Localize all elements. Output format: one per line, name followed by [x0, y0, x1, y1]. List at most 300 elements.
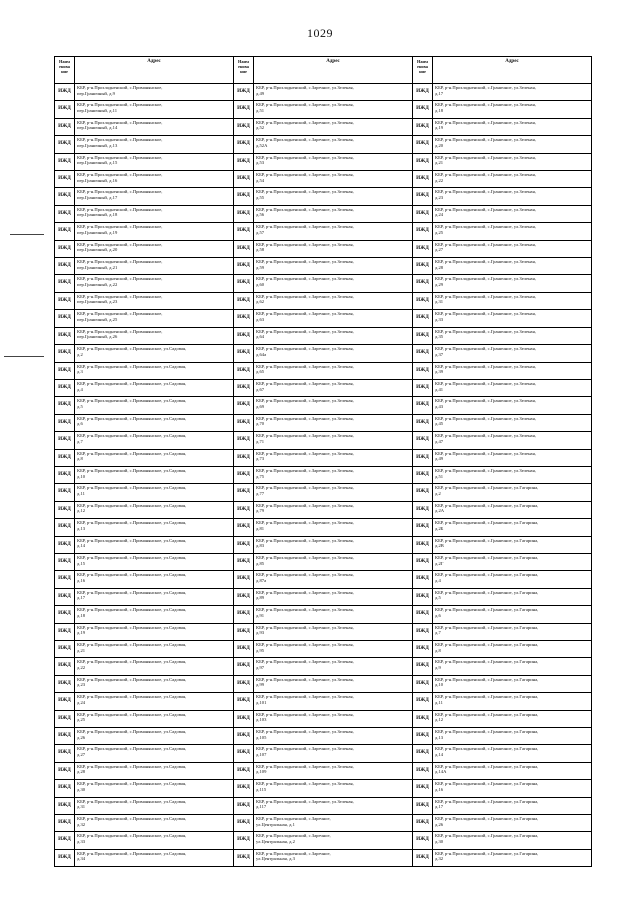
address-line-2: д.33 [435, 316, 444, 322]
table-row [234, 363, 412, 380]
address-line-2: д.20 [435, 142, 444, 148]
table-row [55, 850, 233, 866]
cell-address [254, 119, 412, 135]
table-row [55, 606, 233, 623]
cell-type: ИЖД [55, 519, 75, 535]
address-line-2: д.5 [77, 403, 83, 409]
table-row [55, 101, 233, 118]
cell-type: ИЖД [234, 658, 254, 674]
table-row [413, 745, 591, 762]
cell-type: ИЖД [234, 589, 254, 605]
cell-type: ИЖД [234, 345, 254, 361]
cell-address [75, 519, 233, 535]
table-row [413, 119, 591, 136]
table-row [234, 206, 412, 223]
table-row [413, 363, 591, 380]
cell-type: ИЖД [413, 589, 433, 605]
header-type: Наим енова ние [413, 57, 433, 83]
table-row [234, 571, 412, 588]
cell-type: ИЖД [234, 380, 254, 396]
address-line-1: КБР, р-н.Прохладненский, с.Приманянское, ул.Садовая, [77, 572, 187, 578]
address-line-1: КБР, р-н.Прохладненский, с.Заречное, ул.Зеленая, [256, 450, 354, 456]
address-line-2: д.45 [435, 421, 444, 427]
address-line-2: д.17 [435, 804, 444, 810]
address-line-1: КБР, р-н.Прохладненский, с.Приманянское, [77, 172, 163, 178]
address-line-2: пер.Граничный, д.22 [77, 282, 118, 288]
address-line-1: КБР, р-н.Прохладненский, с.Приманянское, ул.Садовая, [77, 798, 187, 804]
cell-type: ИЖД [234, 554, 254, 570]
cell-address [254, 641, 412, 657]
address-line-2: д.75 [256, 473, 265, 479]
address-line-2: д.107 [256, 752, 267, 758]
address-line-1: КБР, р-н.Прохладненский, с.Заречное, [256, 833, 331, 839]
cell-type: ИЖД [234, 728, 254, 744]
cell-address [75, 711, 233, 727]
table-row [234, 589, 412, 606]
address-line-2: д.93 [256, 630, 265, 636]
cell-type: ИЖД [234, 571, 254, 587]
address-line-1: КБР, р-н.Прохладненский, с.Заречное, ул.Зеленая, [256, 624, 354, 630]
address-line-1: КБР, р-н.Прохладненский, с.Приманянское, ул.Садовая, [77, 398, 187, 404]
cell-type: ИЖД [234, 502, 254, 518]
address-line-2: д.109 [256, 769, 267, 775]
address-line-2: д.24 [77, 699, 86, 705]
cell-address [433, 780, 591, 796]
address-line-1: КБР, р-н.Прохладненский, с.Заречное, ул.Зеленая, [256, 763, 354, 769]
table-row [234, 345, 412, 362]
address-line-2: д.18 [435, 108, 444, 113]
address-line-2: д.28 [77, 769, 86, 775]
address-line-1: КБР, р-н.Прохладненский, с.Заречное, ул.Зеленая, [256, 694, 354, 700]
address-line-2: д.6 [435, 612, 441, 618]
cell-type: ИЖД [234, 798, 254, 814]
address-line-2: д.67 [256, 386, 265, 392]
address-line-2: д.89 [256, 595, 265, 601]
address-line-2: д.3 [77, 369, 83, 375]
margin-mark [4, 356, 44, 357]
address-line-2: д.83 [256, 543, 265, 549]
address-line-1: КБР, р-н.Прохладненский, с.Заречное, ул.Зеленая, [256, 85, 354, 90]
table-row [55, 119, 233, 136]
address-line-2: пер.Граничный, д.16 [77, 177, 118, 183]
table-rows [413, 84, 591, 866]
address-line-1: КБР, р-н.Прохладненский, с.Заречное, ул.Зеленая, [256, 154, 354, 160]
table-row [413, 223, 591, 240]
cell-type: ИЖД [413, 624, 433, 640]
table-row [413, 850, 591, 866]
table-row [55, 711, 233, 728]
address-line-2: д.4 [435, 577, 441, 583]
cell-type: ИЖД [234, 415, 254, 431]
table-row [234, 415, 412, 432]
address-line-1: КБР, р-н.Прохладненский, с.Приманянское, [77, 311, 163, 317]
cell-type: ИЖД [234, 832, 254, 848]
table-row [413, 554, 591, 571]
cell-type: ИЖД [413, 101, 433, 117]
cell-address [433, 415, 591, 431]
cell-address [75, 676, 233, 692]
cell-type: ИЖД [413, 119, 433, 135]
address-line-2: д.15 [77, 560, 86, 566]
table-row [234, 450, 412, 467]
address-line-2: д.6 [77, 421, 83, 427]
cell-type: ИЖД [413, 571, 433, 587]
address-line-2: д.43 [435, 403, 444, 409]
address-line-1: КБР, р-н.Прохладненский, с.Приманянское, [77, 293, 163, 299]
cell-address [433, 119, 591, 135]
cell-type: ИЖД [234, 241, 254, 257]
address-line-2: д.77 [256, 490, 265, 496]
cell-type: ИЖД [413, 467, 433, 483]
cell-type: ИЖД [55, 328, 75, 344]
table-row [234, 763, 412, 780]
cell-type: ИЖД [413, 606, 433, 622]
cell-type: ИЖД [55, 171, 75, 187]
address-line-2: д.18 [77, 612, 86, 618]
cell-type: ИЖД [234, 850, 254, 866]
cell-address [75, 641, 233, 657]
cell-type: ИЖД [413, 206, 433, 222]
address-line-2: д.11 [435, 699, 443, 705]
cell-address [254, 711, 412, 727]
cell-address [254, 84, 412, 100]
cell-type: ИЖД [234, 136, 254, 152]
address-line-1: КБР, р-н.Прохладненский, с.Граничное, ул.Зеленая, [435, 172, 536, 178]
cell-address [75, 537, 233, 553]
cell-address [75, 154, 233, 170]
table-row [413, 711, 591, 728]
cell-address [433, 467, 591, 483]
table-row [234, 223, 412, 240]
address-line-1: КБР, р-н.Прохладненский, с.Граничное, ул.Гагарина, [435, 676, 539, 682]
cell-type: ИЖД [234, 258, 254, 274]
address-line-2: пер.Граничный, д.19 [77, 229, 118, 235]
table-row [55, 815, 233, 832]
cell-type: ИЖД [413, 188, 433, 204]
address-line-1: КБР, р-н.Прохладненский, с.Граничное, ул.Зеленая, [435, 137, 536, 143]
address-line-1: КБР, р-н.Прохладненский, с.Граничное, ул.Гагарина, [435, 607, 539, 613]
cell-address [433, 345, 591, 361]
table-row [413, 484, 591, 501]
address-line-1: КБР, р-н.Прохладненский, с.Граничное, ул.Гагарина, [435, 589, 539, 595]
address-line-2: д.51 [256, 108, 265, 113]
table-row [234, 171, 412, 188]
cell-type: ИЖД [413, 450, 433, 466]
cell-type: ИЖД [234, 467, 254, 483]
table-row [413, 171, 591, 188]
cell-address [433, 328, 591, 344]
address-line-2: д.25 [435, 229, 444, 235]
address-line-2: пер.Граничный, д.23 [77, 299, 118, 305]
address-line-1: КБР, р-н.Прохладненский, с.Граничное, ул.Гагарина, [435, 624, 539, 630]
cell-type: ИЖД [234, 537, 254, 553]
cell-type: ИЖД [55, 676, 75, 692]
address-line-1: КБР, р-н.Прохладненский, с.Граничное, ул.Гагарина, [435, 572, 539, 578]
cell-address [75, 763, 233, 779]
cell-address [433, 763, 591, 779]
cell-address [433, 537, 591, 553]
cell-address [254, 310, 412, 326]
address-line-1: КБР, р-н.Прохладненский, с.Заречное, ул.Зеленая, [256, 224, 354, 230]
address-line-1: КБР, р-н.Прохладненский, с.Приманянское, ул.Садовая, [77, 850, 187, 856]
cell-type: ИЖД [413, 641, 433, 657]
cell-address [254, 554, 412, 570]
cell-address [254, 171, 412, 187]
table-row [413, 450, 591, 467]
address-line-1: КБР, р-н.Прохладненский, с.Приманянское, ул.Садовая, [77, 711, 187, 717]
address-line-2: д.59 [256, 264, 265, 270]
address-line-2: ул.Центральная, д.2 [256, 839, 295, 845]
cell-type: ИЖД [55, 832, 75, 848]
table-row [413, 432, 591, 449]
cell-type: ИЖД [55, 310, 75, 326]
cell-type: ИЖД [55, 745, 75, 761]
address-line-1: КБР, р-н.Прохладненский, с.Заречное, ул.Зеленая, [256, 676, 354, 682]
address-table [54, 56, 592, 867]
address-line-1: КБР, р-н.Прохладненский, с.Приманянское, ул.Садовая, [77, 537, 187, 543]
address-line-1: КБР, р-н.Прохладненский, с.Заречное, ул.Зеленая, [256, 259, 354, 265]
cell-type: ИЖД [413, 484, 433, 500]
address-line-1: КБР, р-н.Прохладненский, с.Заречное, ул.Зеленая, [256, 607, 354, 613]
address-line-2: д.54 [256, 177, 265, 183]
table-row [55, 728, 233, 745]
address-line-1: КБР, р-н.Прохладненский, с.Приманянское, [77, 102, 163, 108]
table-row [413, 84, 591, 101]
table-row [55, 745, 233, 762]
address-line-2: д.71 [256, 438, 265, 444]
cell-address [433, 450, 591, 466]
address-line-1: КБР, р-н.Прохладненский, с.Граничное, ул.Зеленая, [435, 398, 536, 404]
address-line-1: КБР, р-н.Прохладненский, с.Приманянское, ул.Садовая, [77, 467, 187, 473]
table-row [413, 658, 591, 675]
table-row [234, 188, 412, 205]
cell-address [433, 606, 591, 622]
cell-address [254, 136, 412, 152]
address-line-2: д.27 [77, 752, 86, 758]
address-line-1: КБР, р-н.Прохладненский, с.Приманянское, [77, 85, 163, 90]
cell-type: ИЖД [55, 119, 75, 135]
address-line-2: д.13 [77, 525, 86, 531]
cell-type: ИЖД [234, 101, 254, 117]
table-row [413, 101, 591, 118]
cell-type: ИЖД [55, 84, 75, 100]
table-row [55, 241, 233, 258]
address-line-2: ул.Центральная, д.1 [256, 821, 295, 827]
address-line-1: КБР, р-н.Прохладненский, с.Заречное, ул.Зеленая, [256, 189, 354, 195]
cell-type: ИЖД [234, 328, 254, 344]
cell-type: ИЖД [234, 223, 254, 239]
cell-type: ИЖД [55, 815, 75, 831]
address-line-1: КБР, р-н.Прохладненский, с.Приманянское, ул.Садовая, [77, 520, 187, 526]
cell-address [254, 763, 412, 779]
header-type: Наим енова ние [234, 57, 254, 83]
address-line-2: д.2Б [435, 525, 444, 531]
cell-address [433, 571, 591, 587]
address-line-1: КБР, р-н.Прохладненский, с.Приманянское, [77, 154, 163, 160]
cell-address [254, 345, 412, 361]
address-line-2: д.4 [77, 386, 83, 392]
cell-address [254, 589, 412, 605]
address-line-1: КБР, р-н.Прохладненский, с.Приманянское, ул.Садовая, [77, 833, 187, 839]
cell-type: ИЖД [55, 850, 75, 866]
table-row [55, 780, 233, 797]
cell-address [75, 798, 233, 814]
address-line-1: КБР, р-н.Прохладненский, с.Заречное, ул.Зеленая, [256, 380, 354, 386]
address-line-2: пер.Граничный, д.26 [77, 334, 118, 340]
table-row [55, 537, 233, 554]
cell-type: ИЖД [55, 624, 75, 640]
table-row [234, 328, 412, 345]
address-line-1: КБР, р-н.Прохладненский, с.Граничное, ул.Зеленая, [435, 328, 536, 334]
address-line-1: КБР, р-н.Прохладненский, с.Граничное, ул.Гагарина, [435, 763, 539, 769]
table-row [413, 502, 591, 519]
table-row [55, 502, 233, 519]
address-line-1: КБР, р-н.Прохладненский, с.Граничное, ул.Гагарина, [435, 833, 539, 839]
cell-type: ИЖД [413, 815, 433, 831]
address-line-1: КБР, р-н.Прохладненский, с.Заречное, ул.Зеленая, [256, 572, 354, 578]
address-line-1: КБР, р-н.Прохладненский, с.Граничное, ул.Гагарина, [435, 798, 539, 804]
table-row [413, 415, 591, 432]
cell-type: ИЖД [234, 693, 254, 709]
address-line-1: КБР, р-н.Прохладненский, с.Граничное, ул.Зеленая, [435, 102, 536, 108]
cell-address [254, 658, 412, 674]
address-line-2: д.32 [435, 856, 444, 862]
address-line-2: д.22 [77, 665, 86, 670]
table-row [55, 275, 233, 292]
cell-address [433, 745, 591, 761]
address-line-2: д.97 [256, 665, 265, 670]
cell-address [433, 711, 591, 727]
cell-type: ИЖД [55, 763, 75, 779]
address-line-1: КБР, р-н.Прохладненский, с.Заречное, ул.Зеленая, [256, 746, 354, 752]
address-line-1: КБР, р-н.Прохладненский, с.Заречное, ул.Зеленая, [256, 276, 354, 282]
table-row [234, 780, 412, 797]
address-line-1: КБР, р-н.Прохладненский, с.Приманянское, [77, 206, 163, 212]
cell-address [254, 537, 412, 553]
address-line-1: КБР, р-н.Прохладненский, с.Приманянское, ул.Садовая, [77, 624, 187, 630]
cell-address [75, 328, 233, 344]
table-row [413, 780, 591, 797]
cell-address [254, 815, 412, 831]
cell-type: ИЖД [55, 693, 75, 709]
address-line-1: КБР, р-н.Прохладненский, с.Приманянское, ул.Садовая, [77, 763, 187, 769]
address-line-1: КБР, р-н.Прохладненский, с.Граничное, ул.Зеленая, [435, 433, 536, 439]
address-line-2: д.16 [435, 786, 444, 792]
address-line-1: КБР, р-н.Прохладненский, с.Граничное, ул.Гагарина, [435, 816, 539, 822]
table-row [234, 641, 412, 658]
address-line-1: КБР, р-н.Прохладненский, с.Граничное, ул.Гагарина, [435, 554, 539, 560]
address-line-2: д.73 [256, 456, 265, 462]
table-row [55, 188, 233, 205]
cell-address [75, 589, 233, 605]
cell-type: ИЖД [234, 676, 254, 692]
address-line-1: КБР, р-н.Прохладненский, с.Граничное, ул.Гагарина, [435, 746, 539, 752]
cell-type: ИЖД [413, 832, 433, 848]
address-line-2: д.9 [435, 665, 441, 670]
cell-address [75, 450, 233, 466]
address-line-1: КБР, р-н.Прохладненский, с.Приманянское, ул.Садовая, [77, 554, 187, 560]
address-line-1: КБР, р-н.Прохладненский, с.Заречное, ул.Зеленая, [256, 433, 354, 439]
table-row [55, 763, 233, 780]
address-line-2: д.49 [435, 456, 444, 462]
table-row [413, 676, 591, 693]
cell-address [433, 519, 591, 535]
table-row [234, 258, 412, 275]
address-line-1: КБР, р-н.Прохладненский, с.Граничное, ул.Зеленая, [435, 380, 536, 386]
table-row [55, 641, 233, 658]
cell-address [254, 223, 412, 239]
table-row [413, 154, 591, 171]
table-rows [234, 84, 412, 866]
cell-address [254, 484, 412, 500]
address-line-1: КБР, р-н.Прохладненский, с.Заречное, ул.Зеленая, [256, 311, 354, 317]
address-line-1: КБР, р-н.Прохладненский, с.Заречное, ул.Зеленая, [256, 554, 354, 560]
table-row [55, 154, 233, 171]
table-row [413, 571, 591, 588]
address-line-1: КБР, р-н.Прохладненский, с.Заречное, ул.Зеленая, [256, 137, 354, 143]
cell-type: ИЖД [55, 798, 75, 814]
address-line-1: КБР, р-н.Прохладненский, с.Приманянское, ул.Садовая, [77, 659, 187, 665]
cell-address [75, 571, 233, 587]
header-type: Наим енова ние [55, 57, 75, 83]
cell-type: ИЖД [234, 206, 254, 222]
header-address: Адрес [326, 59, 340, 64]
cell-type: ИЖД [413, 293, 433, 309]
cell-type: ИЖД [55, 275, 75, 291]
table-row [413, 606, 591, 623]
cell-address [433, 223, 591, 239]
address-line-2: пер.Граничный, д.11 [77, 108, 118, 113]
cell-address [433, 589, 591, 605]
table-row [55, 223, 233, 240]
table-row [234, 380, 412, 397]
cell-address [433, 397, 591, 413]
table-row [234, 519, 412, 536]
address-line-2: д.13 [435, 734, 444, 740]
cell-type: ИЖД [413, 537, 433, 553]
cell-type: ИЖД [413, 763, 433, 779]
cell-type: ИЖД [413, 693, 433, 709]
address-line-2: д.52 [256, 125, 265, 131]
table-row [55, 624, 233, 641]
cell-address [75, 258, 233, 274]
cell-address [254, 693, 412, 709]
address-line-2: д.57 [256, 229, 265, 235]
address-line-1: КБР, р-н.Прохладненский, с.Приманянское, ул.Садовая, [77, 746, 187, 752]
address-line-1: КБР, р-н.Прохладненский, с.Заречное, ул.Зеленая, [256, 241, 354, 247]
cell-type: ИЖД [234, 275, 254, 291]
address-line-1: КБР, р-н.Прохладненский, с.Граничное, ул.Зеленая, [435, 85, 536, 90]
cell-address [254, 745, 412, 761]
address-line-2: д.23 [435, 195, 444, 201]
address-line-1: КБР, р-н.Прохладненский, с.Заречное, [256, 850, 331, 856]
address-line-1: КБР, р-н.Прохладненский, с.Граничное, ул.Зеленая, [435, 293, 536, 299]
table-row [55, 554, 233, 571]
cell-address [75, 415, 233, 431]
address-line-2: д.37 [435, 351, 444, 357]
cell-type: ИЖД [413, 345, 433, 361]
table-row [413, 519, 591, 536]
address-line-1: КБР, р-н.Прохладненский, с.Граничное, ул.Зеленая, [435, 450, 536, 456]
address-line-2: д.2 [435, 490, 441, 496]
cell-type: ИЖД [234, 397, 254, 413]
address-line-1: КБР, р-н.Прохладненский, с.Граничное, ул.Гагарина, [435, 850, 539, 856]
table-row [413, 345, 591, 362]
page-number: 1029 [307, 26, 333, 40]
address-line-2: д.52А [256, 142, 268, 148]
cell-address [254, 624, 412, 640]
address-line-2: д.17 [435, 90, 444, 96]
